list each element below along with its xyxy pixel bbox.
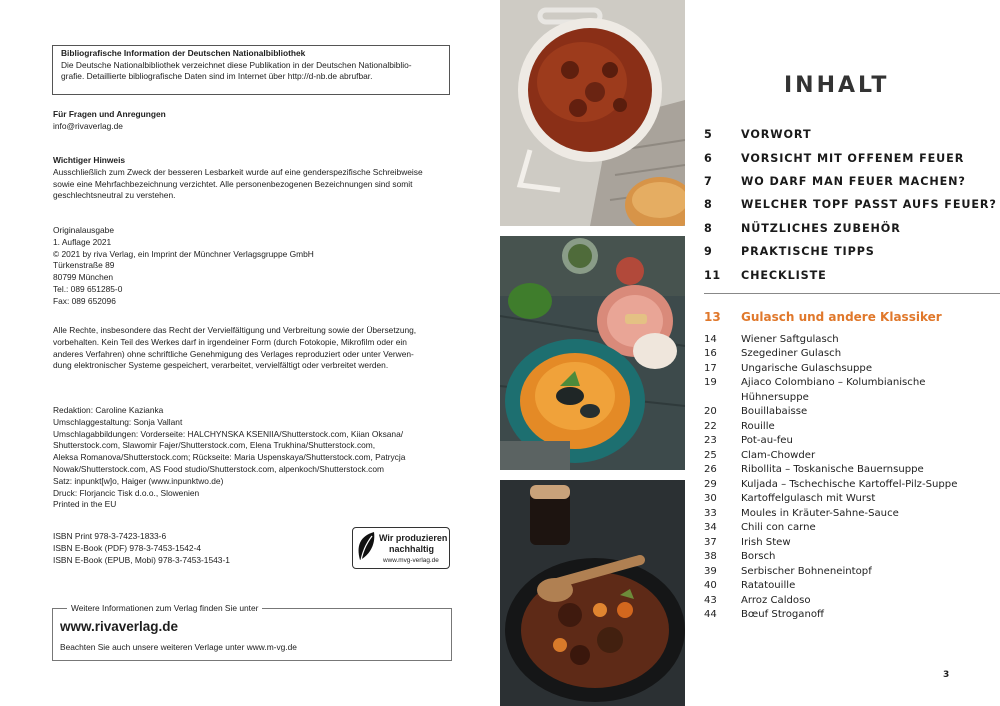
toc-page: 37 — [704, 537, 717, 548]
toc-label: Rouille — [741, 421, 775, 432]
toc-page: 9 — [704, 245, 713, 258]
isbn-line: ISBN E-Book (PDF) 978-3-7453-1542-4 — [53, 542, 202, 553]
toc-label: Moules in Kräuter-Sahne-Sauce — [741, 508, 899, 519]
toc-label: Kartoffelgulasch mit Wurst — [741, 493, 876, 504]
toc-label: Irish Stew — [741, 537, 791, 548]
questions-heading: Für Fragen und Anregungen — [53, 109, 166, 119]
publisher-block — [53, 225, 453, 308]
publisher-line: © 2021 by riva Verlag, ein Imprint der Münchner Verlagsgruppe GmbH — [53, 248, 314, 259]
toc-page: 34 — [704, 522, 717, 533]
contact-email[interactable]: info@rivaverlag.de — [53, 120, 123, 131]
toc-page: 8 — [704, 222, 713, 235]
biblio-text-line: grafie. Detaillierte bibliografische Daten sind im Internet über http://d-nb.de abrufbar. — [61, 71, 373, 81]
toc-page: 7 — [704, 175, 713, 188]
toc-label: CHECKLISTE — [741, 269, 827, 282]
toc-label: Hühnersuppe — [741, 392, 809, 403]
publisher-info-box — [52, 603, 452, 661]
credits-line: Umschlaggestaltung: Sonja Vallant — [53, 416, 183, 427]
contents-page — [500, 0, 1000, 706]
sustainability-seal — [352, 527, 450, 569]
toc-label: Ajiaco Colombiano – Kolumbianische — [741, 377, 926, 388]
toc-page: 5 — [704, 128, 713, 141]
toc-page: 39 — [704, 566, 717, 577]
notice-line: Ausschließlich zum Zweck der besseren Lesbarkeit wurde auf eine genderspezifische Schreibweise — [53, 166, 423, 177]
publisher-line: 1. Auflage 2021 — [53, 236, 112, 247]
bibliographic-info-box — [52, 45, 450, 95]
info-note: Beachten Sie auch unsere weiteren Verlage unter www.m-vg.de — [60, 642, 297, 652]
notice-heading: Wichtiger Hinweis — [53, 155, 126, 165]
stew-photo — [500, 480, 685, 706]
toc-page: 30 — [704, 493, 717, 504]
toc-page: 13 — [704, 310, 721, 324]
credits-block — [53, 405, 453, 511]
toc-page: 22 — [704, 421, 717, 432]
toc-label: Ribollita – Toskanische Bauernsuppe — [741, 464, 924, 475]
page-number: 3 — [943, 670, 950, 680]
biblio-text-line: Die Deutsche Nationalbibliothek verzeichnet diese Publikation in der Deutschen Nationalbiblio- — [61, 59, 412, 70]
toc-label: Ungarische Gulaschsuppe — [741, 363, 873, 374]
credits-line: Satz: inpunkt[w]o, Haiger (www.inpunktwo.de) — [53, 475, 224, 486]
rights-line: dung elektronischer Systeme gespeichert, verarbeitet, vervielfältigt oder verbreitet werden. — [53, 360, 389, 371]
toc-page: 38 — [704, 551, 717, 562]
publisher-line: Tel.: 089 651285-0 — [53, 283, 123, 294]
toc-label: Ratatouille — [741, 580, 796, 591]
toc-label: VORWORT — [741, 128, 812, 141]
toc-page: 11 — [704, 269, 721, 282]
toc-label: Bœuf Stroganoff — [741, 609, 824, 620]
credits-line: Nowak/Shutterstock.com, AS Food studio/Shutterstock.com, alpenkoch/Shutterstock.com — [53, 463, 384, 474]
notice-line: sowie eine Mehrfachbezeichnung verzichtet. Alle personenbezogenen Bezeichnungen sind somit — [53, 178, 413, 189]
toc-page: 43 — [704, 595, 717, 606]
publisher-line: 80799 München — [53, 272, 114, 283]
notice-block — [53, 155, 453, 202]
credits-line: Redaktion: Caroline Kazianka — [53, 405, 164, 415]
seal-url: www.mvg-verlag.de — [383, 557, 439, 564]
credits-line: Druck: Florjancic Tisk d.o.o., Slowenien — [53, 487, 200, 498]
toc-label: NÜTZLICHES ZUBEHÖR — [741, 222, 901, 235]
info-heading: Weitere Informationen zum Verlag finden Sie unter — [67, 603, 262, 614]
notice-line: geschlechtsneutral zu verstehen. — [53, 190, 176, 201]
toc-title: INHALT — [784, 73, 890, 98]
toc-page: 16 — [704, 348, 717, 359]
toc-page: 33 — [704, 508, 717, 519]
toc-page: 17 — [704, 363, 717, 374]
toc-label: Serbischer Bohneneintopf — [741, 566, 872, 577]
toc-page: 40 — [704, 580, 717, 591]
rights-line: anderes Verfahren) ohne schriftliche Genehmigung des Verlages reproduziert oder unter Verwen- — [53, 348, 414, 359]
publisher-line: Originalausgabe — [53, 225, 114, 235]
toc-page: 23 — [704, 435, 717, 446]
toc-label: WO DARF MAN FEUER MACHEN? — [741, 175, 966, 188]
publisher-line: Fax: 089 652096 — [53, 295, 116, 306]
goulash-photo — [500, 0, 685, 226]
biblio-heading: Bibliografische Information der Deutschen Nationalbibliothek — [61, 48, 306, 58]
toc-label: Wiener Saftgulasch — [741, 334, 839, 345]
toc-divider — [704, 293, 1000, 294]
toc-label: PRAKTISCHE TIPPS — [741, 245, 875, 258]
toc-page: 6 — [704, 152, 713, 165]
toc-page: 19 — [704, 377, 717, 388]
rights-line: Alle Rechte, insbesondere das Recht der Vervielfältigung und Verbreitung sowie der Übersetzung, — [53, 325, 417, 335]
toc-page: 29 — [704, 479, 717, 490]
toc-chapter-label: Gulasch und andere Klassiker — [741, 310, 942, 324]
rights-block — [53, 325, 453, 372]
toc-label: Szegediner Gulasch — [741, 348, 842, 359]
seal-line: nachhaltig — [389, 544, 435, 554]
toc-label: Bouillabaisse — [741, 406, 808, 417]
publisher-website-link[interactable]: www.rivaverlag.de — [60, 619, 179, 634]
toc-page: 20 — [704, 406, 717, 417]
credits-line: Printed in the EU — [53, 499, 117, 510]
leaf-icon — [354, 530, 378, 568]
toc-page: 25 — [704, 450, 717, 461]
toc-label: Kuljada – Tschechische Kartoffel-Pilz-Suppe — [741, 479, 958, 490]
credits-line: Umschlagabbildungen: Vorderseite: HALCHYNSKA KSENIIA/Shutterstock.com, Kiian Oksana/ — [53, 428, 404, 439]
toc-page: 44 — [704, 609, 717, 620]
toc-page: 14 — [704, 334, 717, 345]
toc-label: Chili con carne — [741, 522, 816, 533]
toc-label: Borsch — [741, 551, 776, 562]
credits-line: Aleksa Romanova/Shutterstock.com; Rückseite: Maria Uspenskaya/Shutterstock.com, Patrycja — [53, 452, 406, 463]
questions-block — [53, 109, 453, 133]
seal-line: Wir produzieren — [379, 533, 448, 543]
toc-label: Arroz Caldoso — [741, 595, 811, 606]
publisher-line: Türkenstraße 89 — [53, 260, 115, 271]
toc-label: WELCHER TOPF PASST AUFS FEUER? — [741, 198, 997, 211]
credits-line: Shutterstock.com, Slawomir Fajer/Shutterstock.com, Elena Trukhina/Shutterstock.com, — [53, 440, 376, 451]
toc-page: 8 — [704, 198, 713, 211]
rights-line: vorbehalten. Kein Teil des Werkes darf in irgendeiner Form (durch Fotokopie, Mikrofilm oder ein — [53, 336, 407, 347]
toc-label: Clam-Chowder — [741, 450, 816, 461]
isbn-line: ISBN E-Book (EPUB, Mobi) 978-3-7453-1543-1 — [53, 554, 230, 565]
toc-label: VORSICHT MIT OFFENEM FEUER — [741, 152, 965, 165]
isbn-line: ISBN Print 978-3-7423-1833-6 — [53, 531, 167, 541]
toc-page: 26 — [704, 464, 717, 475]
bouillabaisse-photo — [500, 236, 685, 470]
toc-label: Pot-au-feu — [741, 435, 793, 446]
